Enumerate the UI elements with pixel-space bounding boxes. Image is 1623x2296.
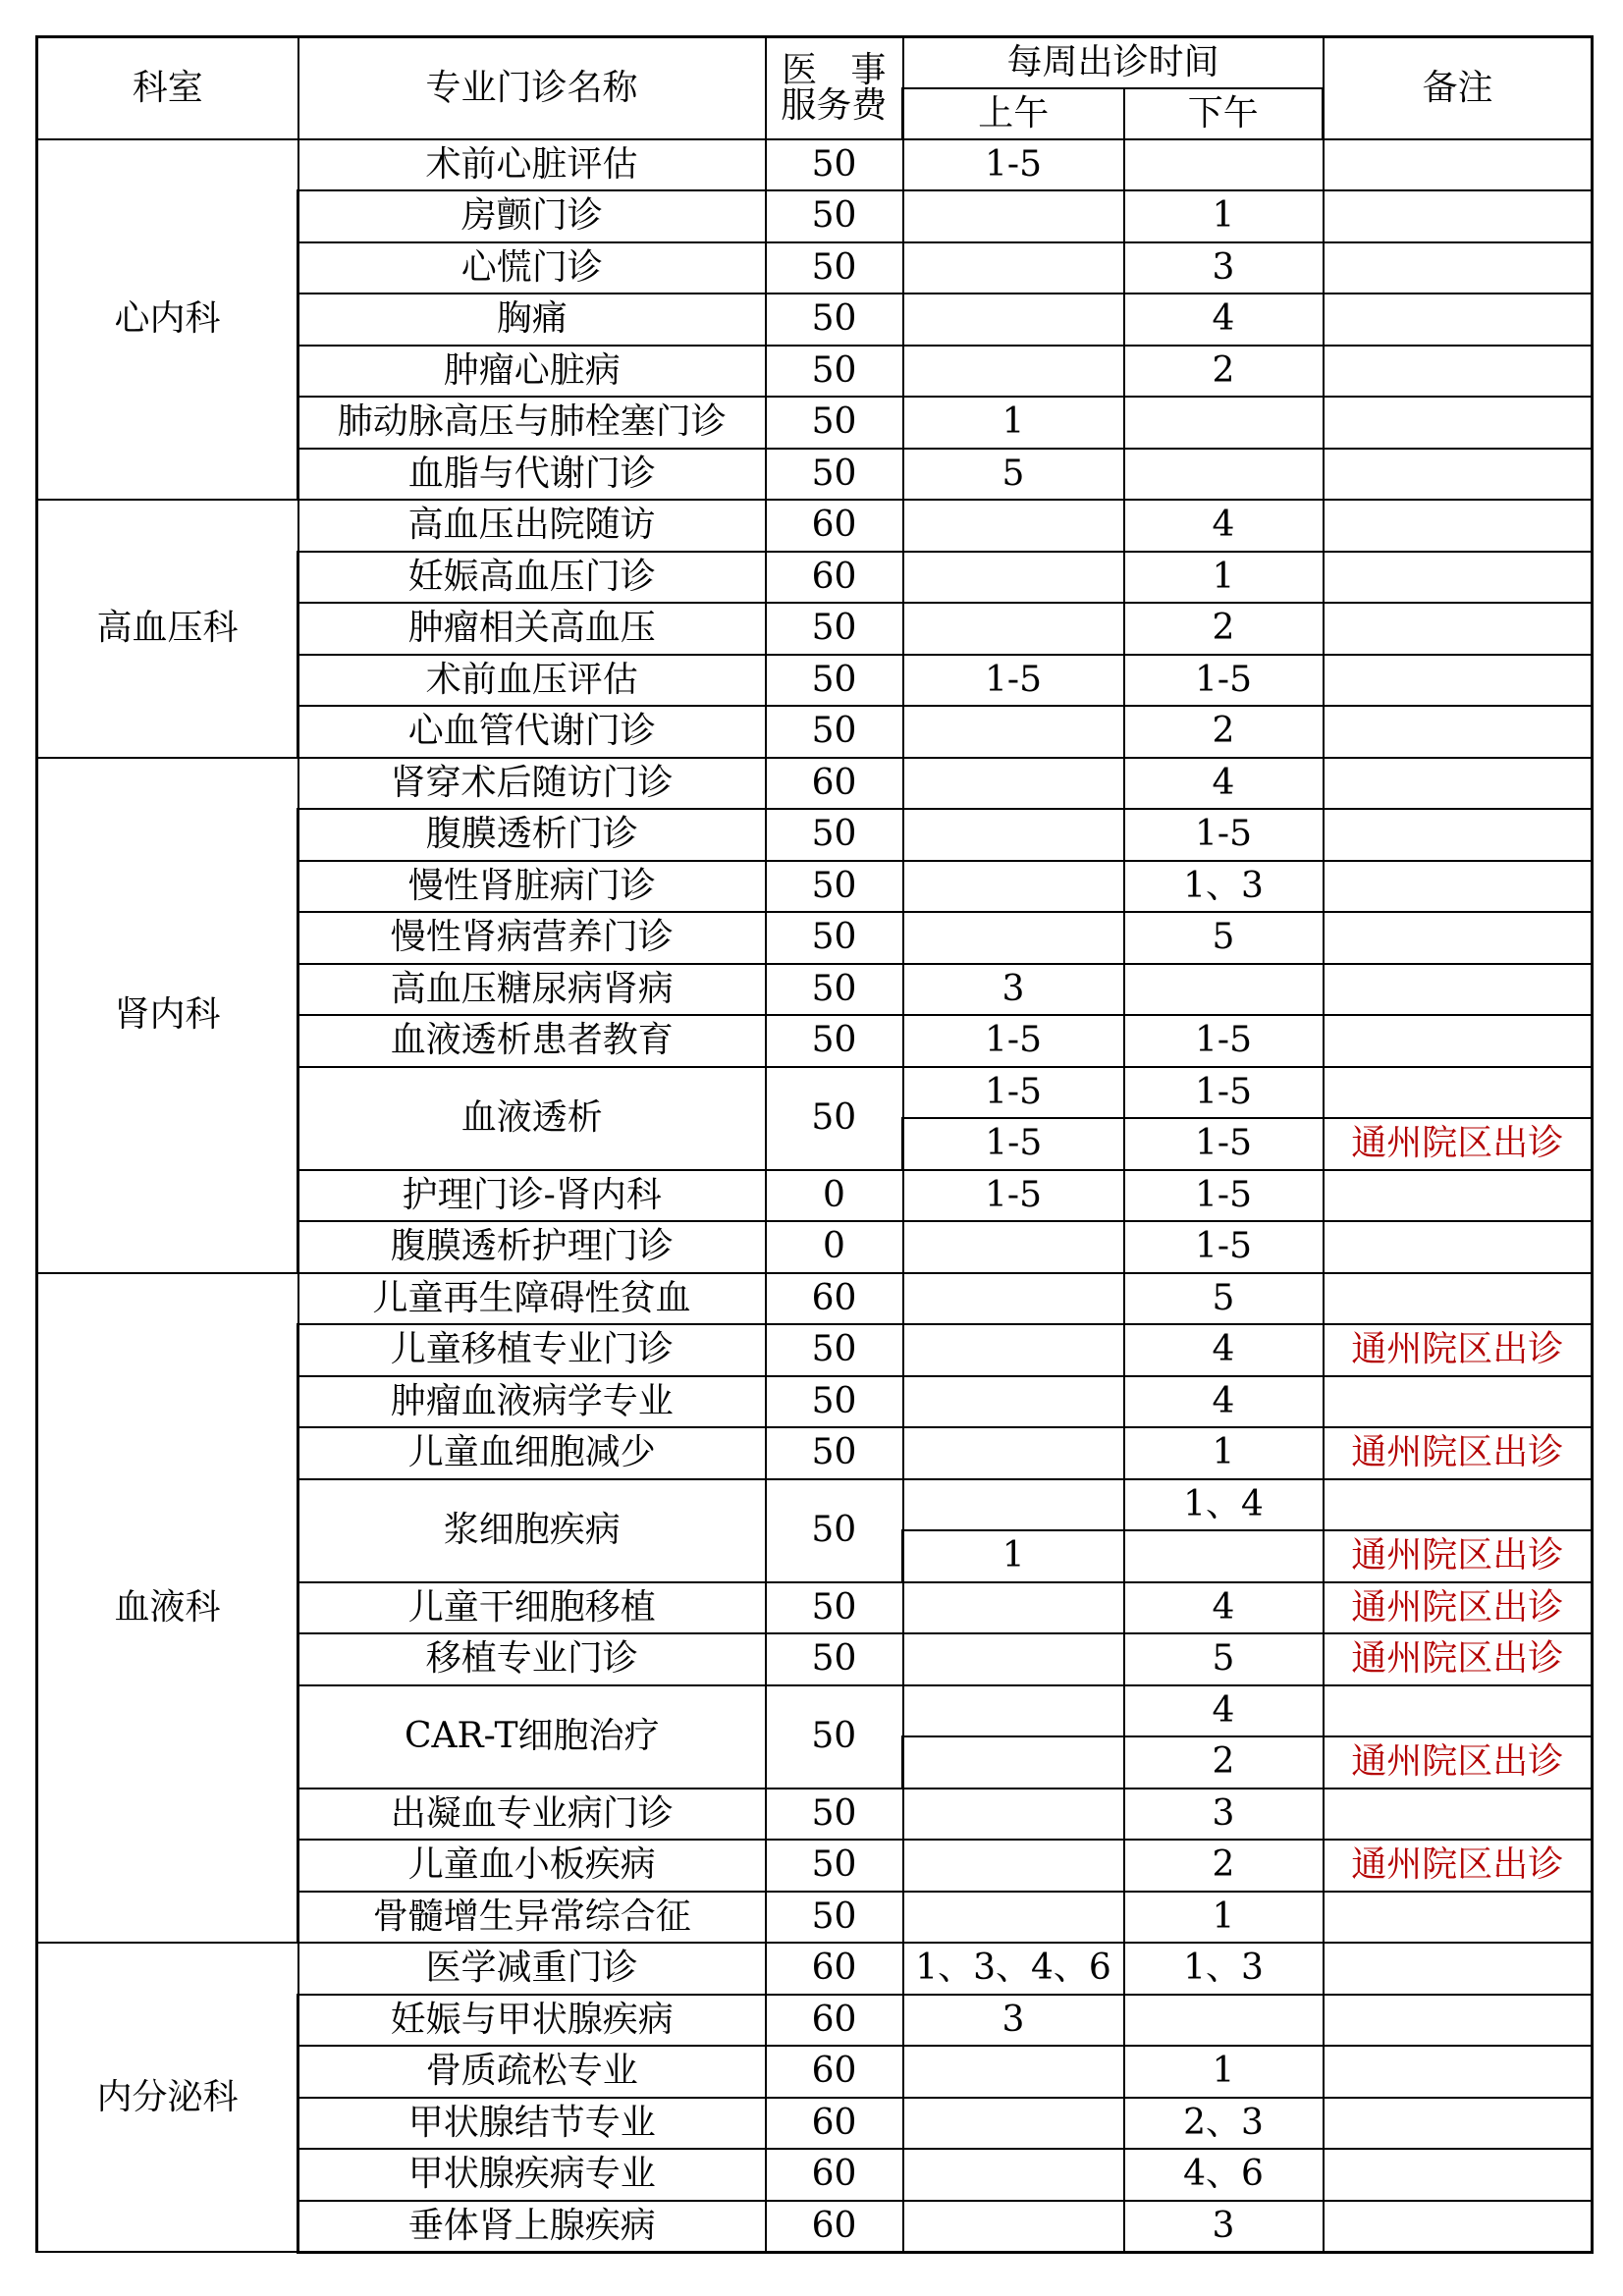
department-cell: 内分泌科 — [37, 1943, 298, 2252]
morning-cell: 1、3、4、6 — [903, 1943, 1124, 1995]
table-row — [37, 139, 1593, 191]
morning-cell: 1 — [903, 397, 1124, 449]
afternoon-cell: 1-5 — [1124, 1015, 1324, 1067]
fee-cell: 50 — [766, 809, 903, 861]
afternoon-cell: 5 — [1124, 1273, 1324, 1325]
clinic-name-cell: CAR-T细胞治疗 — [298, 1685, 766, 1789]
afternoon-cell: 1 — [1124, 2046, 1324, 2098]
remarks-cell — [1324, 1376, 1593, 1428]
remarks-cell — [1324, 655, 1593, 707]
afternoon-cell — [1124, 964, 1324, 1016]
remarks-cell — [1324, 1221, 1593, 1273]
afternoon-cell: 1 — [1124, 1892, 1324, 1944]
fee-cell: 50 — [766, 1582, 903, 1634]
clinic-name-header: 专业门诊名称 — [298, 37, 766, 139]
fee-cell: 50 — [766, 1427, 903, 1479]
clinic-name-cell: 术前心脏评估 — [298, 139, 766, 191]
department-cell: 血液科 — [37, 1273, 298, 1944]
morning-cell — [903, 1840, 1124, 1892]
fee-cell: 50 — [766, 242, 903, 294]
afternoon-cell — [1124, 1995, 1324, 2047]
clinic-schedule-sheet — [35, 35, 1594, 2254]
fee-cell: 50 — [766, 190, 903, 242]
afternoon-cell: 3 — [1124, 242, 1324, 294]
morning-cell — [903, 1273, 1124, 1325]
fee-cell: 60 — [766, 500, 903, 552]
afternoon-cell — [1124, 139, 1324, 191]
morning-cell — [903, 1789, 1124, 1841]
afternoon-cell: 4 — [1124, 1324, 1324, 1376]
remarks-cell — [1324, 1479, 1593, 1531]
afternoon-header: 下午 — [1124, 88, 1324, 139]
morning-cell — [903, 1892, 1124, 1944]
remarks-cell — [1324, 861, 1593, 913]
afternoon-cell: 1、4 — [1124, 1479, 1324, 1531]
remarks-cell: 通州院区出诊 — [1324, 1633, 1593, 1685]
department-cell: 高血压科 — [37, 500, 298, 758]
remarks-cell — [1324, 706, 1593, 758]
morning-cell — [903, 346, 1124, 398]
afternoon-cell: 4、6 — [1124, 2149, 1324, 2201]
afternoon-cell: 2 — [1124, 346, 1324, 398]
morning-cell — [903, 1324, 1124, 1376]
fee-cell: 50 — [766, 1789, 903, 1841]
clinic-name-cell: 儿童干细胞移植 — [298, 1582, 766, 1634]
remarks-cell — [1324, 603, 1593, 655]
afternoon-cell: 1 — [1124, 552, 1324, 604]
afternoon-cell: 4 — [1124, 294, 1324, 346]
fee-cell: 50 — [766, 603, 903, 655]
remarks-cell — [1324, 1685, 1593, 1737]
clinic-name-cell: 肿瘤心脏病 — [298, 346, 766, 398]
clinic-name-cell: 血液透析 — [298, 1067, 766, 1170]
remarks-cell — [1324, 2149, 1593, 2201]
remarks-cell — [1324, 1273, 1593, 1325]
clinic-name-cell: 高血压出院随访 — [298, 500, 766, 552]
afternoon-cell: 4 — [1124, 500, 1324, 552]
clinic-name-cell: 儿童血细胞减少 — [298, 1427, 766, 1479]
fee-cell: 0 — [766, 1221, 903, 1273]
clinic-name-cell: 妊娠与甲状腺疾病 — [298, 1995, 766, 2047]
afternoon-cell: 3 — [1124, 1789, 1324, 1841]
afternoon-cell: 2 — [1124, 1736, 1324, 1789]
morning-cell — [903, 1633, 1124, 1685]
clinic-name-cell: 儿童移植专业门诊 — [298, 1324, 766, 1376]
morning-cell: 3 — [903, 964, 1124, 1016]
clinic-name-cell: 心慌门诊 — [298, 242, 766, 294]
morning-cell: 1 — [903, 1530, 1124, 1582]
clinic-name-cell: 出凝血专业病门诊 — [298, 1789, 766, 1841]
afternoon-cell: 2 — [1124, 603, 1324, 655]
clinic-name-cell: 腹膜透析护理门诊 — [298, 1221, 766, 1273]
afternoon-cell — [1124, 449, 1324, 501]
afternoon-cell: 1-5 — [1124, 1221, 1324, 1273]
clinic-name-cell: 房颤门诊 — [298, 190, 766, 242]
morning-cell — [903, 2098, 1124, 2150]
morning-cell — [903, 552, 1124, 604]
fee-cell: 50 — [766, 1479, 903, 1582]
clinic-name-cell: 胸痛 — [298, 294, 766, 346]
fee-cell: 0 — [766, 1170, 903, 1222]
remarks-cell — [1324, 190, 1593, 242]
clinic-name-cell: 骨髓增生异常综合征 — [298, 1892, 766, 1944]
remarks-header: 备注 — [1324, 37, 1593, 139]
morning-cell: 1-5 — [903, 1067, 1124, 1119]
morning-cell — [903, 1376, 1124, 1428]
afternoon-cell: 4 — [1124, 1376, 1324, 1428]
remarks-cell — [1324, 242, 1593, 294]
remarks-cell — [1324, 1067, 1593, 1119]
clinic-name-cell: 妊娠高血压门诊 — [298, 552, 766, 604]
clinic-name-cell: 血液透析患者教育 — [298, 1015, 766, 1067]
clinic-name-cell: 慢性肾病营养门诊 — [298, 912, 766, 964]
afternoon-cell: 4 — [1124, 1685, 1324, 1737]
clinic-name-cell: 甲状腺疾病专业 — [298, 2149, 766, 2201]
fee-header-line2: 服务费 — [781, 84, 888, 126]
remarks-cell: 通州院区出诊 — [1324, 1840, 1593, 1892]
morning-cell — [903, 294, 1124, 346]
header-row-1 — [37, 37, 1593, 88]
fee-cell: 50 — [766, 655, 903, 707]
clinic-name-cell: 腹膜透析门诊 — [298, 809, 766, 861]
remarks-cell — [1324, 1170, 1593, 1222]
clinic-name-cell: 浆细胞疾病 — [298, 1479, 766, 1582]
morning-cell — [903, 912, 1124, 964]
fee-cell: 50 — [766, 294, 903, 346]
clinic-name-cell: 移植专业门诊 — [298, 1633, 766, 1685]
afternoon-cell — [1124, 397, 1324, 449]
fee-cell: 50 — [766, 397, 903, 449]
remarks-cell — [1324, 294, 1593, 346]
morning-cell: 3 — [903, 1995, 1124, 2047]
morning-cell — [903, 603, 1124, 655]
morning-cell: 1-5 — [903, 1118, 1124, 1170]
morning-cell: 1-5 — [903, 1170, 1124, 1222]
morning-cell: 5 — [903, 449, 1124, 501]
afternoon-cell: 3 — [1124, 2201, 1324, 2253]
afternoon-cell: 2 — [1124, 706, 1324, 758]
table-row — [37, 1943, 1593, 1995]
fee-cell: 60 — [766, 758, 903, 810]
fee-cell: 60 — [766, 1273, 903, 1325]
fee-cell: 50 — [766, 139, 903, 191]
clinic-name-cell: 肿瘤相关高血压 — [298, 603, 766, 655]
remarks-cell — [1324, 2098, 1593, 2150]
clinic-name-cell: 心血管代谢门诊 — [298, 706, 766, 758]
remarks-cell — [1324, 2046, 1593, 2098]
fee-header — [766, 37, 903, 139]
department-cell: 肾内科 — [37, 758, 298, 1273]
department-cell: 心内科 — [37, 139, 298, 501]
clinic-name-cell: 术前血压评估 — [298, 655, 766, 707]
remarks-cell: 通州院区出诊 — [1324, 1582, 1593, 1634]
afternoon-cell: 5 — [1124, 912, 1324, 964]
morning-cell — [903, 706, 1124, 758]
afternoon-cell: 1-5 — [1124, 1067, 1324, 1119]
remarks-cell — [1324, 1995, 1593, 2047]
morning-cell: 1-5 — [903, 1015, 1124, 1067]
afternoon-cell: 4 — [1124, 1582, 1324, 1634]
morning-header: 上午 — [903, 88, 1124, 139]
remarks-cell — [1324, 552, 1593, 604]
remarks-cell: 通州院区出诊 — [1324, 1118, 1593, 1170]
afternoon-cell: 1-5 — [1124, 1118, 1324, 1170]
fee-cell: 50 — [766, 1376, 903, 1428]
fee-cell: 50 — [766, 964, 903, 1016]
morning-cell: 1-5 — [903, 655, 1124, 707]
clinic-name-cell: 儿童再生障碍性贫血 — [298, 1273, 766, 1325]
remarks-cell — [1324, 2201, 1593, 2253]
schedule-body — [37, 139, 1593, 2253]
remarks-cell — [1324, 964, 1593, 1016]
weekly-time-header: 每周出诊时间 — [903, 37, 1324, 88]
fee-cell: 50 — [766, 1892, 903, 1944]
afternoon-cell: 1、3 — [1124, 1943, 1324, 1995]
clinic-name-cell: 肺动脉高压与肺栓塞门诊 — [298, 397, 766, 449]
fee-cell: 50 — [766, 912, 903, 964]
fee-cell: 50 — [766, 1685, 903, 1789]
fee-cell: 60 — [766, 2046, 903, 2098]
fee-cell: 50 — [766, 1067, 903, 1170]
afternoon-cell: 1-5 — [1124, 1170, 1324, 1222]
remarks-cell: 通州院区出诊 — [1324, 1427, 1593, 1479]
fee-cell: 50 — [766, 1324, 903, 1376]
fee-cell: 60 — [766, 1943, 903, 1995]
afternoon-cell: 1 — [1124, 1427, 1324, 1479]
afternoon-cell: 2 — [1124, 1840, 1324, 1892]
fee-header-line1-a: 医 — [782, 49, 818, 90]
fee-cell: 50 — [766, 706, 903, 758]
morning-cell — [903, 1221, 1124, 1273]
department-header: 科室 — [37, 37, 298, 139]
morning-cell — [903, 1427, 1124, 1479]
clinic-name-cell: 肿瘤血液病学专业 — [298, 1376, 766, 1428]
table-row — [37, 758, 1593, 810]
fee-cell: 60 — [766, 2149, 903, 2201]
remarks-cell — [1324, 1015, 1593, 1067]
fee-cell: 50 — [766, 346, 903, 398]
clinic-name-cell: 肾穿术后随访门诊 — [298, 758, 766, 810]
clinic-name-cell: 垂体肾上腺疾病 — [298, 2201, 766, 2253]
morning-cell — [903, 242, 1124, 294]
fee-cell: 60 — [766, 1995, 903, 2047]
fee-cell: 60 — [766, 2098, 903, 2150]
clinic-schedule-table — [35, 35, 1594, 2254]
afternoon-cell: 1-5 — [1124, 655, 1324, 707]
remarks-cell — [1324, 758, 1593, 810]
fee-cell: 50 — [766, 1015, 903, 1067]
clinic-name-cell: 慢性肾脏病门诊 — [298, 861, 766, 913]
afternoon-cell: 1-5 — [1124, 809, 1324, 861]
table-row — [37, 500, 1593, 552]
clinic-name-cell: 儿童血小板疾病 — [298, 1840, 766, 1892]
morning-cell — [903, 861, 1124, 913]
afternoon-cell: 2、3 — [1124, 2098, 1324, 2150]
remarks-cell — [1324, 1943, 1593, 1995]
morning-cell — [903, 1685, 1124, 1737]
morning-cell — [903, 758, 1124, 810]
remarks-cell — [1324, 346, 1593, 398]
fee-cell: 60 — [766, 552, 903, 604]
afternoon-cell: 5 — [1124, 1633, 1324, 1685]
morning-cell — [903, 1736, 1124, 1789]
afternoon-cell: 4 — [1124, 758, 1324, 810]
afternoon-cell — [1124, 1530, 1324, 1582]
remarks-cell — [1324, 397, 1593, 449]
morning-cell — [903, 190, 1124, 242]
afternoon-cell: 1 — [1124, 190, 1324, 242]
clinic-name-cell: 护理门诊-肾内科 — [298, 1170, 766, 1222]
morning-cell — [903, 2046, 1124, 2098]
fee-cell: 50 — [766, 1633, 903, 1685]
clinic-name-cell: 血脂与代谢门诊 — [298, 449, 766, 501]
remarks-cell — [1324, 1789, 1593, 1841]
fee-cell: 50 — [766, 449, 903, 501]
clinic-name-cell: 骨质疏松专业 — [298, 2046, 766, 2098]
remarks-cell — [1324, 912, 1593, 964]
morning-cell — [903, 809, 1124, 861]
morning-cell — [903, 1582, 1124, 1634]
remarks-cell: 通州院区出诊 — [1324, 1530, 1593, 1582]
clinic-name-cell: 高血压糖尿病肾病 — [298, 964, 766, 1016]
remarks-cell: 通州院区出诊 — [1324, 1324, 1593, 1376]
fee-cell: 60 — [766, 2201, 903, 2253]
remarks-cell — [1324, 1892, 1593, 1944]
morning-cell — [903, 2201, 1124, 2253]
remarks-cell — [1324, 449, 1593, 501]
remarks-cell — [1324, 809, 1593, 861]
morning-cell — [903, 2149, 1124, 2201]
fee-header-line1-b: 事 — [850, 49, 887, 90]
table-row — [37, 1273, 1593, 1325]
morning-cell — [903, 500, 1124, 552]
remarks-cell — [1324, 139, 1593, 191]
afternoon-cell: 1、3 — [1124, 861, 1324, 913]
remarks-cell: 通州院区出诊 — [1324, 1736, 1593, 1789]
clinic-name-cell: 甲状腺结节专业 — [298, 2098, 766, 2150]
remarks-cell — [1324, 500, 1593, 552]
clinic-name-cell: 医学减重门诊 — [298, 1943, 766, 1995]
morning-cell: 1-5 — [903, 139, 1124, 191]
morning-cell — [903, 1479, 1124, 1531]
fee-cell: 50 — [766, 861, 903, 913]
fee-cell: 50 — [766, 1840, 903, 1892]
